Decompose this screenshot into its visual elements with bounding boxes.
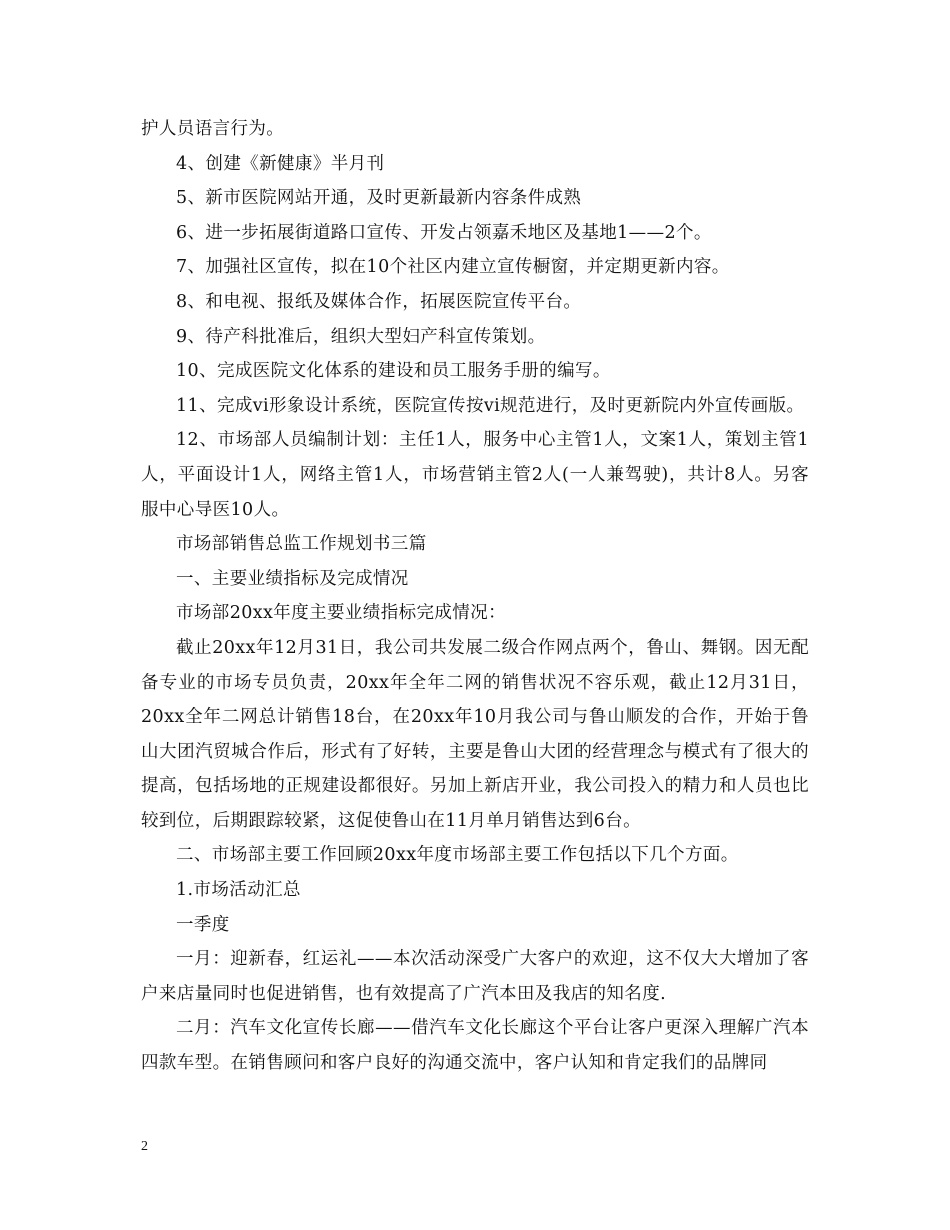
subheading: 市场部20xx年度主要业绩指标完成情况： xyxy=(176,603,507,624)
list-item-9: 9、待产科批准后，组织大型妇产科宣传策划。 xyxy=(176,326,546,347)
list-item-8: 8、和电视、报纸及媒体合作，拓展医院宣传平台。 xyxy=(176,291,582,312)
list-item-11: 11、完成vi形象设计系统，医院宣传按vi规范进行，及时更新院内外宣传画版。 xyxy=(176,395,805,416)
paragraph-continuation: 护人员语言行为。 xyxy=(141,119,285,139)
list-item-7: 7、加强社区宣传，拟在10个社区内建立宣传橱窗，并定期更新内容。 xyxy=(176,257,730,278)
list-item-10: 10、完成医院文化体系的建设和员工服务手册的编写。 xyxy=(176,361,611,382)
quarter-heading: 一季度 xyxy=(176,914,230,935)
document-body xyxy=(141,112,809,1081)
body-paragraph: 一月：迎新春，红运礼——本次活动深受广大客户的欢迎，这不仅大大增加了客户来店量同时也促进销售，也有效提高了广汽本田及我店的知名度. xyxy=(141,949,809,1004)
list-item-12: 12、市场部人员编制计划：主任1人，服务中心主管1人，文案1人，策划主管1人，平面设计1人，网络主管1人，市场营销主管2人(一人兼驾驶)，共计8人。另客服中心导医10人。 xyxy=(141,430,809,520)
body-paragraph: 二月：汽车文化宣传长廊——借汽车文化长廊这个平台让客户更深入理解广汽本四款车型。在销售顾问和客户良好的沟通交流中，客户认知和肯定我们的品牌同 xyxy=(141,1018,809,1074)
section-heading-1: 一、主要业绩指标及完成情况 xyxy=(176,568,409,589)
section-title: 市场部销售总监工作规划书三篇 xyxy=(176,534,427,555)
subsection-heading: 1.市场活动汇总 xyxy=(176,880,301,901)
list-item-6: 6、进一步拓展街道路口宣传、开发占领嘉禾地区及基地1——2个。 xyxy=(176,222,712,243)
list-item-5: 5、新市医院网站开通，及时更新最新内容条件成熟 xyxy=(176,188,582,209)
list-item-4: 4、创建《新健康》半月刊 xyxy=(176,153,385,174)
page-number: 2 xyxy=(141,1139,148,1154)
body-paragraph: 截止20xx年12月31日，我公司共发展二级合作网点两个，鲁山、舞钢。因无配备专业的市场专员负责，20xx年全年二网的销售状况不容乐观，截止12月31日，20xx全年二网总计销售18台，在20xx年10月我公司与鲁山顺发的合作，开始于鲁山大团汽贸城合作后，形式有了好转，主要是鲁山大团的经营理念与模式有了很大的提高，包括场地的正规建设都很好。另加上新店开业，我公司投入的精力和人员也比较到位，后期跟踪较紧，这促使鲁山在11月单月销售达到6台。 xyxy=(141,637,809,831)
section-heading-2: 二、市场部主要工作回顾20xx年度市场部主要工作包括以下几个方面。 xyxy=(176,845,739,866)
